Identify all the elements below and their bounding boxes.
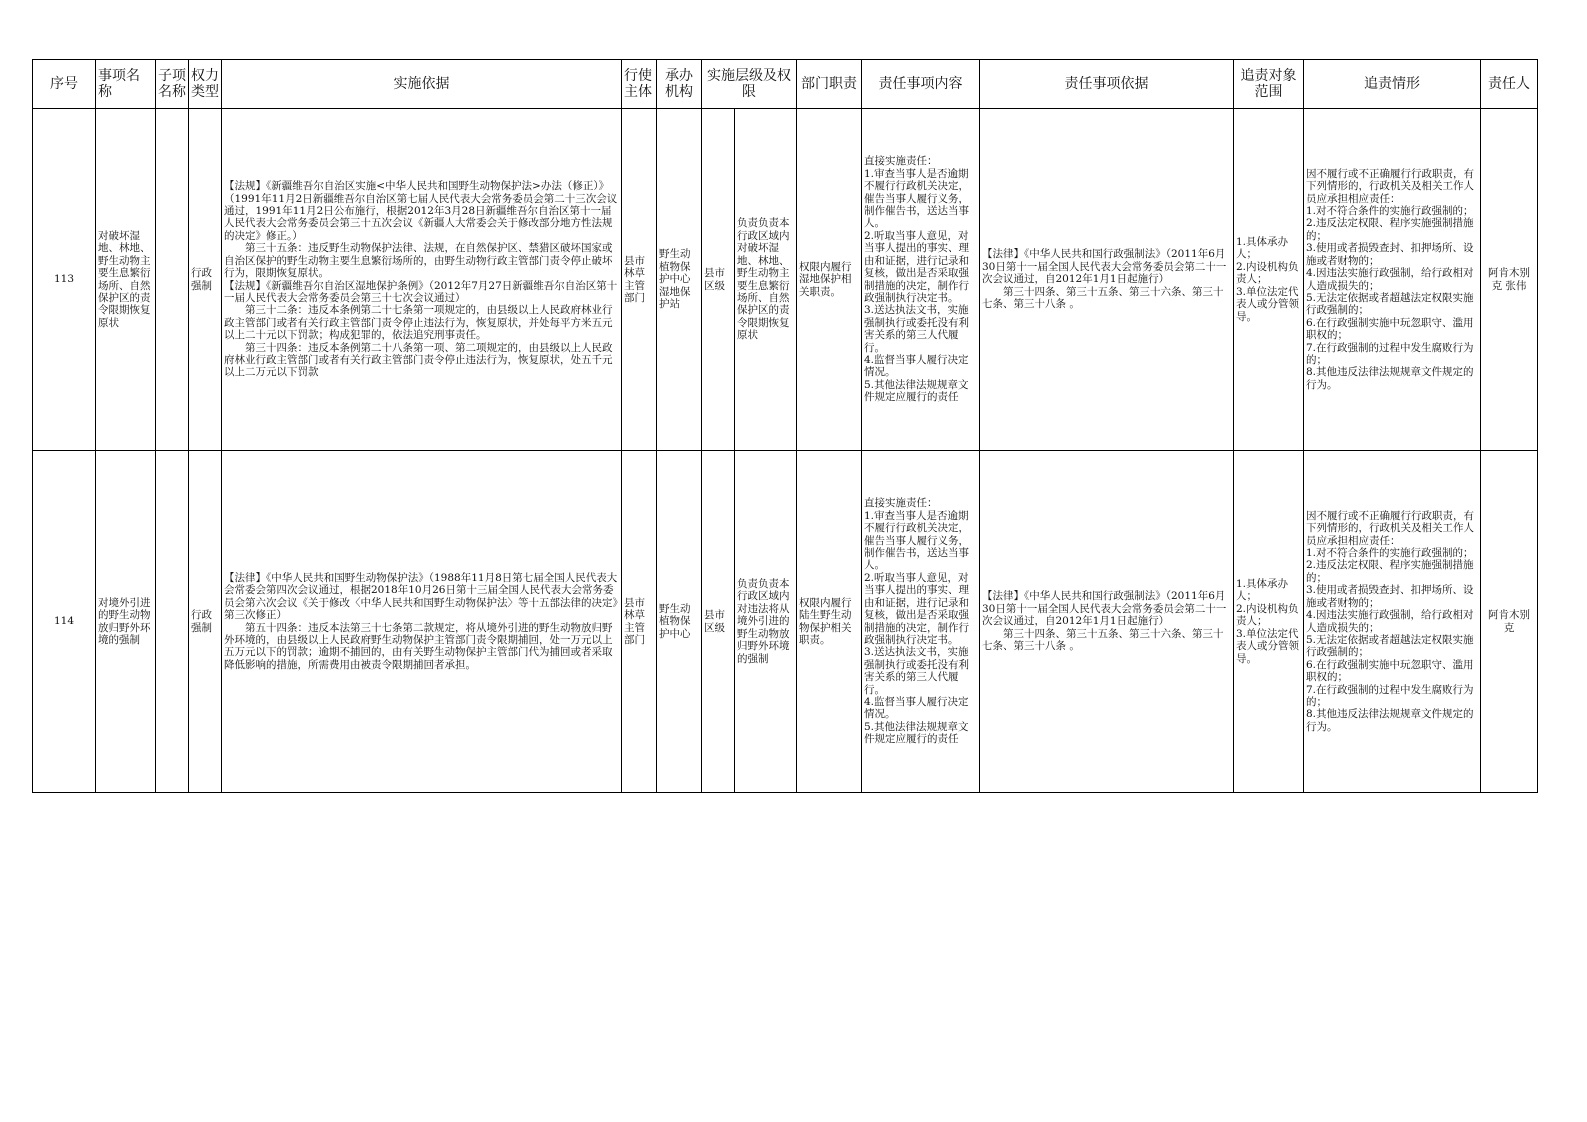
situation-line: 7.在行政强制的过程中发生腐败行为的； (1306, 341, 1474, 366)
header-person: 责任人 (1481, 60, 1538, 109)
row-agency: 野生动植物保护中心 (657, 451, 702, 793)
row-level: 县市区级 (702, 109, 735, 451)
row-power-type: 行政强制 (189, 109, 222, 451)
scope-line: 3.单位法定代表人或分管领导。 (1236, 285, 1299, 323)
row-seq: 113 (33, 109, 96, 451)
resp-content-line: 1.审查当事人是否逾期不履行行政机关决定，催告当事人履行义务，制作催告书，送达当事人。 (864, 167, 969, 230)
row-power-type: 行政强制 (189, 451, 222, 793)
scope-line: 2.内设机构负责人； (1236, 602, 1299, 628)
situation-line: 因不履行或不正确履行行政职责，有下列情形的，行政机关及相关工作人员应承担相应责任： (1306, 509, 1474, 547)
basis-paragraph: 【法规】《新疆维吾尔自治区湿地保护条例》（2012年7月27日新疆维吾尔自治区第十一届人民代表大会常务委员会第三十七次会议通过） (224, 279, 618, 304)
header-duty: 部门职责 (797, 60, 862, 109)
table-row (33, 451, 1538, 793)
situation-line: 7.在行政强制的过程中发生腐败行为的； (1306, 683, 1474, 708)
situation-line: 1.对不符合条件的实施行政强制的； (1306, 547, 1474, 560)
situation-line: 4.因违法实施行政强制，给行政相对人造成损失的； (1306, 609, 1474, 634)
resp-content-line: 直接实施责任： (864, 497, 938, 510)
row-resp-basis (980, 451, 1234, 793)
resp-content-line: 3.送达执法文书，实施强制执行或委托没有利害关系的第三人代履行。 (864, 646, 969, 696)
row-agency: 野生动植物保护中心湿地保护站 (657, 109, 702, 451)
resp-basis-line: 【法律】《中华人民共和国行政强制法》（2011年6月30日第十一届全国人民代表大会常务委员会第二十一次会议通过，自2012年1月1日起施行） (982, 248, 1227, 286)
basis-paragraph: 第三十四条：违反本条例第二十八条第一项、第二项规定的，由县级以上人民政府林业行政主管部门或者有关行政主管部门责令停止违法行为，恢复原状，处五千元以上二万元以下罚款 (224, 341, 613, 379)
situation-line: 3.使用或者损毁查封、扣押场所、设施或者财物的； (1306, 584, 1474, 609)
row-item-name: 对破坏湿地、林地、野生动物主要生息繁衍场所、自然保护区的责令限期恢复原状 (96, 109, 156, 451)
row-basis (222, 451, 622, 793)
situation-line: 6.在行政强制实施中玩忽职守、滥用职权的； (1306, 316, 1474, 342)
basis-paragraph: 第三十二条：违反本条例第二十七条第一项规定的，由县级以上人民政府林业行政主管部门或者有关行政主管部门责令停止违法行为，恢复原状，并处每平方米五元以上二十元以下罚款；构成犯罪的，依法追究刑事责任。 (224, 304, 613, 342)
row-item-name: 对境外引进的野生动物放归野外环境的强制 (96, 451, 156, 793)
situation-line: 4.因违法实施行政强制，给行政相对人造成损失的； (1306, 267, 1474, 292)
scope-line: 1.具体承办人； (1236, 578, 1289, 603)
row-level-scope: 负责负责本行政区域内对违法将从境外引进的野生动物放归野外环境的强制 (735, 451, 797, 793)
resp-basis-line: 【法律】《中华人民共和国行政强制法》（2011年6月30日第十一届全国人民代表大会常务委员会第二十一次会议通过，自2012年1月1日起施行） (982, 590, 1227, 628)
resp-basis-line: 第三十四条、第三十五条、第三十六条、第三十七条、第三十八条 。 (982, 285, 1224, 311)
row-resp-content (862, 451, 980, 793)
header-agency: 承办机构 (657, 60, 702, 109)
header-subject: 行使主体 (622, 60, 657, 109)
resp-content-line: 4.监督当事人履行决定情况。 (864, 353, 969, 379)
header-level: 实施层级及权限 (702, 60, 797, 109)
situation-line: 8.其他违反法律法规规章文件规定的行为。 (1306, 708, 1474, 733)
row-resp-content (862, 109, 980, 451)
situation-line: 6.在行政强制实施中玩忽职守、滥用职权的； (1306, 658, 1474, 684)
scope-line: 1.具体承办人； (1236, 236, 1289, 261)
row-duty: 权限内履行湿地保护相关职责。 (797, 109, 862, 451)
resp-content-line: 4.监督当事人履行决定情况。 (864, 695, 969, 721)
header-basis: 实施依据 (222, 60, 622, 109)
basis-paragraph: 【法规】《新疆维吾尔自治区实施<中华人民共和国野生动物保护法>办法（修正）》（1991年11月2日新疆维吾尔自治区第七届人民代表大会常务委员会第二十三次会议通过，1991年11月2日公布施行，根据2012年3月28日新疆维吾尔自治区第十一届人民代表大会常务委员会第三十五次会议《新疆人大常委会关于修改部分地方性法规的决定》修正。） (224, 180, 618, 242)
row-sub-name (156, 451, 189, 793)
situation-line: 5.无法定依据或者超越法定权限实施行政强制的； (1306, 633, 1474, 659)
resp-content-line: 直接实施责任： (864, 155, 938, 168)
resp-content-line: 1.审查当事人是否逾期不履行行政机关决定，催告当事人履行义务，制作催告书，送达当事人。 (864, 509, 969, 572)
row-level-scope: 负责负责本行政区域内对破坏湿地、林地、野生动物主要生息繁衍场所、自然保护区的责令限期恢复原状 (735, 109, 797, 451)
resp-content-line: 2.听取当事人意见，对当事人提出的事实、理由和证据，进行记录和复核，做出是否采取强制措施的决定，制作行政强制执行决定书。 (864, 229, 969, 304)
row-person: 阿肯木别克 张伟 (1481, 109, 1538, 451)
situation-line: 因不履行或不正确履行行政职责，有下列情形的，行政机关及相关工作人员应承担相应责任： (1306, 167, 1474, 205)
resp-content-line: 2.听取当事人意见，对当事人提出的事实、理由和证据，进行记录和复核，做出是否采取强制措施的决定，制作行政强制执行决定书。 (864, 571, 969, 646)
header-row (33, 60, 1538, 109)
resp-content-line: 3.送达执法文书，实施强制执行或委托没有利害关系的第三人代履行。 (864, 304, 969, 354)
situation-line: 2.违反法定权限、程序实施强制措施的； (1306, 217, 1474, 242)
header-situation: 追责情形 (1304, 60, 1481, 109)
row-sub-name (156, 109, 189, 451)
row-person: 阿肯木别克 (1481, 451, 1538, 793)
basis-paragraph: 【法律】《中华人民共和国野生动物保护法》（1988年11月8日第七届全国人民代表大会常委会第四次会议通过，根据2018年10月26日第十三届全国人民代表大会常务委员会第六次会议《关于修改〈中华人民共和国野生动物保护法〉等十五部法律的决定》第三次修正） (224, 571, 618, 622)
table-row (33, 109, 1538, 451)
header-power-type: 权力类型 (189, 60, 222, 109)
row-seq: 114 (33, 451, 96, 793)
header-scope: 追责对象范围 (1234, 60, 1304, 109)
basis-paragraph: 第五十四条：违反本法第三十七条第二款规定，将从境外引进的野生动物放归野外环境的，由县级以上人民政府野生动物保护主管部门责令限期捕回，处一万元以上五万元以下的罚款；逾期不捕回的，由有关野生动物保护主管部门代为捕回或者采取降低影响的措施，所需费用由被责令限期捕回者承担。 (224, 621, 613, 671)
row-subject: 县市林草主管部门 (622, 109, 657, 451)
situation-line: 2.违反法定权限、程序实施强制措施的； (1306, 559, 1474, 584)
row-situation (1304, 109, 1481, 451)
header-resp-basis: 责任事项依据 (980, 60, 1234, 109)
resp-content-line: 5.其他法律法规规章文件规定应履行的责任 (864, 720, 969, 746)
row-situation (1304, 451, 1481, 793)
header-item-name: 事项名称 (96, 60, 156, 109)
resp-basis-line: 第三十四条、第三十五条、第三十六条、第三十七条、第三十八条 。 (982, 627, 1224, 653)
resp-content-line: 5.其他法律法规规章文件规定应履行的责任 (864, 378, 969, 404)
header-seq: 序号 (33, 60, 96, 109)
situation-line: 1.对不符合条件的实施行政强制的； (1306, 205, 1474, 218)
scope-line: 2.内设机构负责人； (1236, 260, 1299, 286)
row-scope (1234, 451, 1304, 793)
scope-line: 3.单位法定代表人或分管领导。 (1236, 627, 1299, 665)
situation-line: 8.其他违反法律法规规章文件规定的行为。 (1306, 366, 1474, 391)
row-resp-basis (980, 109, 1234, 451)
row-scope (1234, 109, 1304, 451)
row-basis (222, 109, 622, 451)
row-duty: 权限内履行陆生野生动物保护相关职责。 (797, 451, 862, 793)
basis-paragraph: 第三十五条：违反野生动物保护法律、法规，在自然保护区、禁猎区破坏国家或自治区保护的野生动物主要生息繁衍场所的，由野生动物行政主管部门责令停止破坏行为，限期恢复原状。 (224, 242, 613, 280)
row-subject: 县市林草主管部门 (622, 451, 657, 793)
header-sub-name: 子项名称 (156, 60, 189, 109)
situation-line: 3.使用或者损毁查封、扣押场所、设施或者财物的； (1306, 242, 1474, 267)
header-resp-content: 责任事项内容 (862, 60, 980, 109)
power-list-table (32, 59, 1538, 793)
situation-line: 5.无法定依据或者超越法定权限实施行政强制的； (1306, 291, 1474, 317)
row-level: 县市区级 (702, 451, 735, 793)
